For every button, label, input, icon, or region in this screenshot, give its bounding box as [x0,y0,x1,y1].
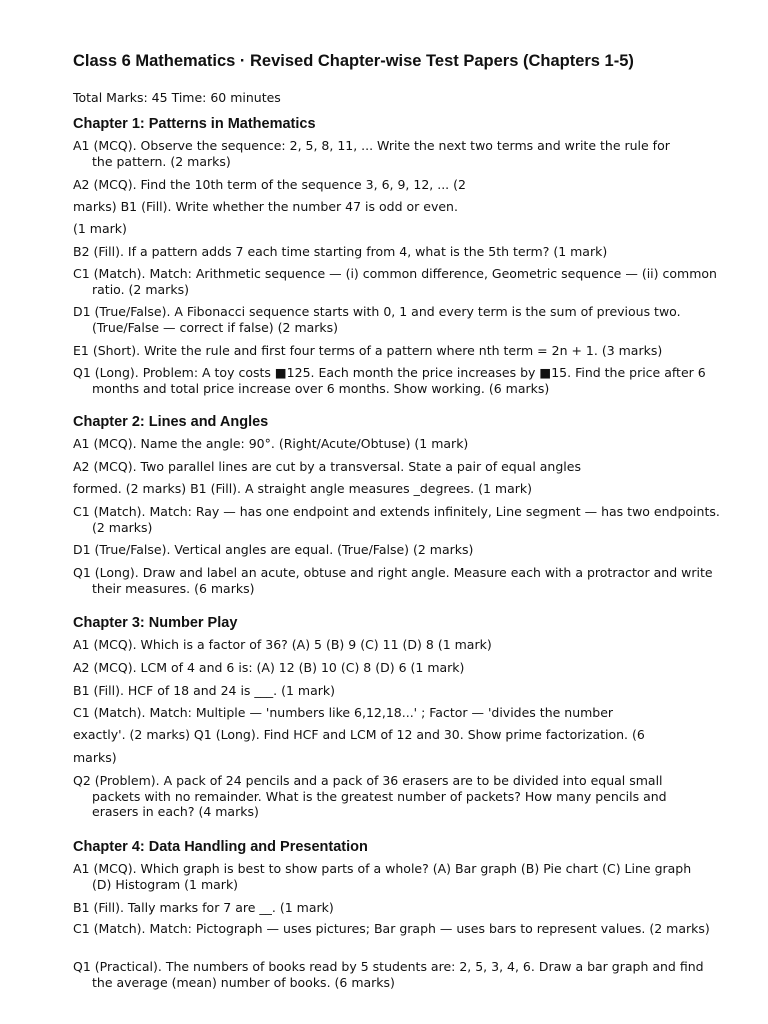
chapter-1-question-c1: C1 (Match). Match: Arithmetic sequence — (i) common difference, Geometric sequence — (ii) common ratio. (2 marks) [73,266,717,297]
marks-and-time: Total Marks: 45 Time: 60 minutes [73,90,281,105]
chapter-1-question-b2: B2 (Fill). If a pattern adds 7 each time starting from 4, what is the 5th term? (1 mark) [73,244,608,259]
chapter-3-question-a1: A1 (MCQ). Which is a factor of 36? (A) 5 (B) 9 (C) 11 (D) 8 (1 mark) [73,637,492,652]
chapter-4-question-q1: Q1 (Practical). The numbers of books read by 5 students are: 2, 5, 3, 4, 6. Draw a bar graph and find the average (mean) number of books. (6 marks) [73,959,704,990]
chapter-1-heading: Chapter 1: Patterns in Mathematics [73,116,316,132]
chapter-1-question-a2: A2 (MCQ). Find the 10th term of the sequence 3, 6, 9, 12, ... (2 [73,177,466,192]
chapter-1-question-q1: Q1 (Long). Problem: A toy costs ■125. Each month the price increases by ■15. Find the price after 6 months and total price increase over 6 months. Show working. (6 marks) [73,365,706,396]
chapter-4-question-a1: A1 (MCQ). Which graph is best to show parts of a whole? (A) Bar graph (B) Pie chart (C) Line graph (D) Histogram (1 mark) [73,861,692,892]
chapter-4-question-c1: C1 (Match). Match: Pictograph — uses pictures; Bar graph — uses bars to represent values. (2 marks) [73,921,710,936]
chapter-2-question-b1: formed. (2 marks) B1 (Fill). A straight angle measures _degrees. (1 mark) [73,481,533,496]
chapter-2-heading: Chapter 2: Lines and Angles [73,414,269,430]
chapter-1-question-e1: E1 (Short). Write the rule and first four terms of a pattern where nth term = 2n + 1. (3 marks) [73,343,663,358]
chapter-1-question-b1-marks: (1 mark) [73,221,127,236]
chapter-2-question-a2: A2 (MCQ). Two parallel lines are cut by a transversal. State a pair of equal angles [73,459,581,474]
chapter-3-heading: Chapter 3: Number Play [73,615,238,631]
chapter-1-question-d1: D1 (True/False). A Fibonacci sequence starts with 0, 1 and every term is the sum of previous two. (True/False — correct if false) (2 marks) [73,304,681,335]
chapter-3-question-a2: A2 (MCQ). LCM of 4 and 6 is: (A) 12 (B) 10 (C) 8 (D) 6 (1 mark) [73,660,465,675]
chapter-4-question-b1: B1 (Fill). Tally marks for 7 are __. (1 mark) [73,900,334,915]
chapter-3-question-q1: exactly'. (2 marks) Q1 (Long). Find HCF and LCM of 12 and 30. Show prime factorization. (6 [73,727,645,742]
chapter-1-question-a1: A1 (MCQ). Observe the sequence: 2, 5, 8, 11, ... Write the next two terms and write the rule for the pattern. (2 marks) [73,138,670,169]
chapter-3-question-b1: B1 (Fill). HCF of 18 and 24 is ___. (1 mark) [73,683,336,698]
document-title: Class 6 Mathematics · Revised Chapter-wise Test Papers (Chapters 1-5) [73,52,634,70]
chapter-2-question-a1: A1 (MCQ). Name the angle: 90°. (Right/Acute/Obtuse) (1 mark) [73,436,469,451]
chapter-2-question-c1: C1 (Match). Match: Ray — has one endpoint and extends infinitely, Line segment — has two endpoints. (2 marks) [73,504,720,535]
chapter-3-question-q2: Q2 (Problem). A pack of 24 pencils and a pack of 36 erasers are to be divided into equal small packets with no remainder. What is the greatest number of packets? How many pencils and erasers in each? (4 marks) [73,773,667,819]
chapter-2-question-d1: D1 (True/False). Vertical angles are equal. (True/False) (2 marks) [73,542,474,557]
chapter-3-question-c1: C1 (Match). Match: Multiple — 'numbers like 6,12,18...' ; Factor — 'divides the number [73,705,614,720]
chapter-1-question-b1: marks) B1 (Fill). Write whether the number 47 is odd or even. [73,199,458,214]
chapter-2-question-q1: Q1 (Long). Draw and label an acute, obtuse and right angle. Measure each with a protractor and write their measures. (6 marks) [73,565,713,596]
chapter-4-heading: Chapter 4: Data Handling and Presentation [73,839,368,855]
chapter-3-question-q1-marks: marks) [73,750,117,765]
